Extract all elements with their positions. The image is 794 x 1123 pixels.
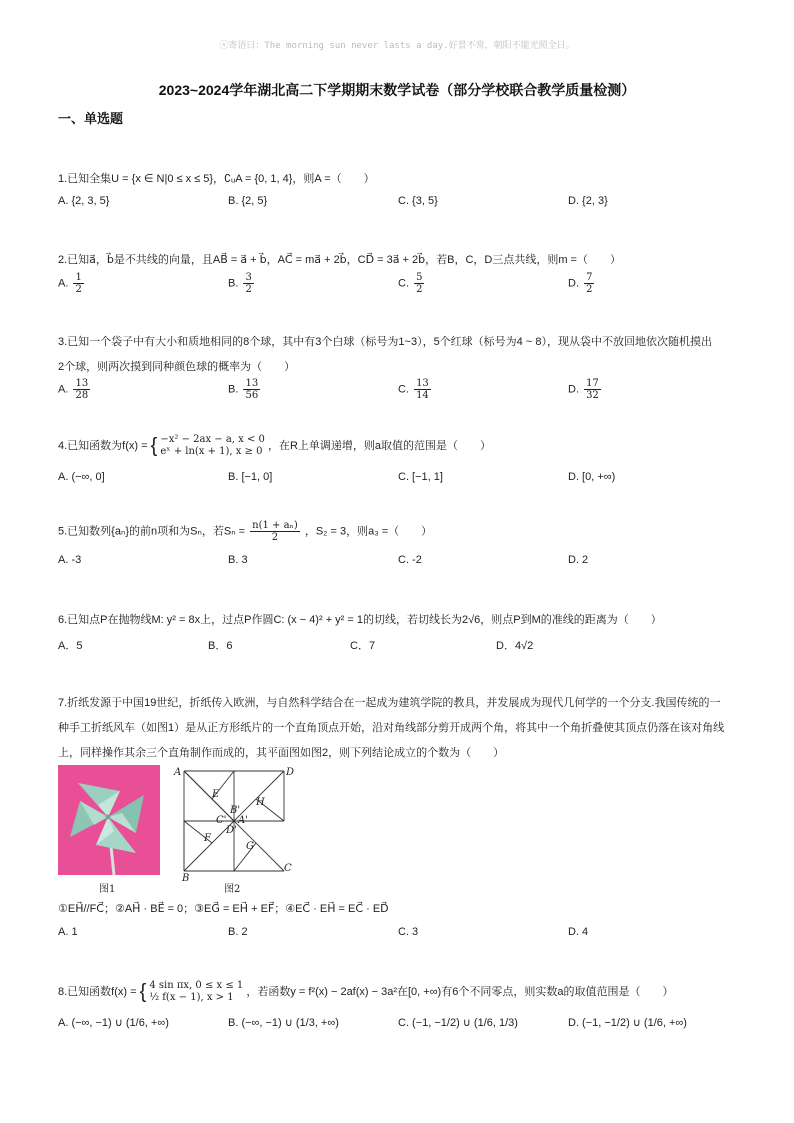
label-d-prime: D' [226, 825, 237, 836]
question-2-option-d[interactable] [568, 272, 596, 295]
label-c: C [284, 863, 292, 874]
label-e: E [212, 789, 220, 800]
question-3-option-a[interactable] [58, 378, 92, 401]
question-6-option-c[interactable]: C．7 [350, 640, 376, 652]
fraction: $\frac{13}{28}$ [75, 378, 89, 401]
question-4-stem [58, 434, 491, 458]
stem-prefix: 5.已知数列{aₙ}的前n项和为Sₙ，若Sₙ = [58, 525, 246, 538]
header-motto: ⓢ寄语曰：The morning sun never lasts a day.好景不常，朝阳不能光照全日。 [219, 41, 575, 51]
question-7-option-a[interactable]: A. 1 [58, 926, 78, 938]
label-f: F [204, 833, 211, 844]
question-1-stem: 1.已知全集U = {x ∈ N|0 ≤ x ≤ 5}，∁ᵤA = {0, 1, 4}，则A =（ ） [58, 173, 375, 185]
question-6-option-d[interactable]: D．4√2 [496, 640, 534, 652]
question-7-stem-line-3: 上，同样操作其余三个直角制作而成的，其平面图如图2，则下列结论成立的个数为（ ） [58, 747, 505, 759]
question-3-option-d[interactable] [568, 378, 603, 401]
fraction: $\frac{17}{32}$ [586, 378, 599, 401]
page-title: 2023~2024学年湖北高二下学期期末数学试卷（部分学校联合教学质量检测） [158, 82, 636, 98]
question-2-option-c[interactable] [398, 272, 426, 295]
figure-2-diagram [172, 763, 297, 881]
stem-prefix: 4.已知函数为f(x) = [58, 439, 148, 452]
question-2-option-b[interactable] [228, 272, 256, 295]
stem-suffix: ，若函数y = f²(x) − 2af(x) − 3a²在[0, +∞)有6个不同零点，则实数a的取值范围是（ ） [246, 985, 674, 998]
question-3-option-b[interactable] [228, 378, 262, 401]
fraction: $\frac{13}{56}$ [245, 378, 259, 401]
question-7-option-b[interactable]: B. 2 [228, 926, 248, 938]
piecewise-cases: 4 sin πx, 0 ≤ x ≤ 1 ½ f(x − 1), x > 1 [149, 980, 244, 1003]
label-g: G [246, 841, 254, 852]
label-a-prime: A' [238, 815, 248, 826]
question-2-option-a[interactable] [58, 272, 86, 295]
option-letter: A. [58, 277, 69, 290]
question-6-option-a[interactable]: A．5 [58, 640, 83, 652]
option-letter: D. [568, 277, 579, 290]
option-letter: D. [568, 383, 579, 396]
figure-2-caption: 图2 [224, 884, 241, 895]
option-letter: B. [228, 277, 239, 290]
left-brace: { [150, 435, 158, 457]
fraction: $\frac{7}{2}$ [586, 272, 593, 295]
question-1-option-a[interactable]: A. {2, 3, 5} [58, 195, 110, 207]
stem-suffix: ，在R上单调递增，则a取值的范围是（ ） [267, 439, 492, 452]
fraction: $\frac{5}{2}$ [416, 272, 423, 295]
label-c-prime: C' [216, 815, 227, 826]
question-3-option-c[interactable] [398, 378, 433, 401]
question-8-option-b[interactable]: B. (−∞, −1) ∪ (1/3, +∞) [228, 1017, 339, 1029]
question-5-stem [58, 520, 432, 543]
piecewise-cases: −x² − 2ax − a, x < 0 eˣ + ln(x + 1), x ≥ 0 [160, 434, 265, 457]
question-7-stem-line-1: 7.折纸发源于中国19世纪，折纸传入欧洲，与自然科学结合在一起成为建筑学院的教具，并发展成为现代几何学的一个分支.我国传统的一 [58, 697, 721, 709]
question-3-stem-line-1: 3.已知一个袋子中有大小和质地相同的8个球，其中有3个白球（标号为1~3），5个红球（标号为4 ~ 8），现从袋中不放回地依次随机摸出 [58, 336, 712, 348]
pinwheel-illustration [58, 765, 160, 875]
fraction: $\frac{1}{2}$ [75, 272, 82, 295]
question-8-option-c[interactable]: C. (−1, −1/2) ∪ (1/6, 1/3) [398, 1017, 518, 1029]
label-d: D [286, 767, 295, 778]
question-1-option-b[interactable]: B. {2, 5} [228, 195, 268, 207]
left-brace: { [139, 981, 147, 1003]
question-5-option-d[interactable]: D. 2 [568, 554, 589, 566]
question-1-option-d[interactable]: D. {2, 3} [568, 195, 608, 207]
option-letter: A. [58, 383, 69, 396]
stem-suffix: ，S₂ = 3，则a₃ =（ ） [304, 525, 433, 538]
fraction: $\frac{3}{2}$ [245, 272, 252, 295]
question-5-option-a[interactable]: A. -3 [58, 554, 82, 566]
question-7-option-c[interactable]: C. 3 [398, 926, 419, 938]
question-2-stem: 2.已知a⃗，b⃗是不共线的向量，且AB⃗ = a⃗ + b⃗，AC⃗ = ma⃗ + 2b⃗，CD⃗ = 3a⃗ + 2b⃗，若B，C，D三点共线，则m =（ ） [58, 254, 621, 266]
figure-1-caption: 图1 [99, 884, 116, 895]
question-8-stem [58, 980, 673, 1004]
question-3-stem-line-2: 2个球，则两次摸到同种颜色球的概率为（ ） [58, 361, 296, 373]
question-4-option-d[interactable]: D. [0, +∞) [568, 471, 616, 483]
fraction: $\frac{13}{14}$ [416, 378, 429, 401]
question-6-stem: 6.已知点P在抛物线M: y² = 8x上，过点P作圆C: (x − 4)² + y² = 1的切线，若切线长为2√6，则点P到M的准线的距离为（ ） [58, 614, 662, 626]
label-h: H [256, 797, 265, 808]
option-letter: B. [228, 383, 239, 396]
question-1-option-c[interactable]: C. {3, 5} [398, 195, 438, 207]
question-8-option-d[interactable]: D. (−1, −1/2) ∪ (1/6, +∞) [568, 1017, 687, 1029]
question-6-option-b[interactable]: B．6 [208, 640, 233, 652]
question-5-option-c[interactable]: C. -2 [398, 554, 422, 566]
question-8-option-a[interactable]: A. (−∞, −1) ∪ (1/6, +∞) [58, 1017, 169, 1029]
question-4-option-b[interactable]: B. [−1, 0] [228, 471, 273, 483]
question-7-statements: ①EH⃗//FC⃗；②AH⃗ · BE⃗ = 0；③EG⃗ = EH⃗ + EF⃗；④EC⃗ · EH⃗ = EC⃗ · ED⃗ [58, 903, 389, 915]
section-heading: 一、单选题 [58, 111, 124, 126]
question-4-option-c[interactable]: C. [−1, 1] [398, 471, 443, 483]
question-4-option-a[interactable]: A. (−∞, 0] [58, 471, 105, 483]
fraction: $\frac{\text{n(1 + aₙ)}}{2}$ [252, 520, 298, 543]
option-letter: C. [398, 383, 409, 396]
option-letter: C. [398, 277, 409, 290]
question-5-option-b[interactable]: B. 3 [228, 554, 248, 566]
label-b: B [182, 873, 190, 881]
question-7-option-d[interactable]: D. 4 [568, 926, 589, 938]
pinwheel-photo [58, 765, 160, 875]
stem-prefix: 8.已知函数f(x) = [58, 985, 137, 998]
label-b-prime: B' [230, 805, 241, 816]
question-7-stem-line-2: 种手工折纸风车（如图1）是从正方形纸片的一个直角顶点开始，沿对角线部分剪开成两个角，将其中一个角折叠使其顶点仍落在该对角线 [58, 722, 725, 734]
label-a: A [174, 767, 182, 778]
